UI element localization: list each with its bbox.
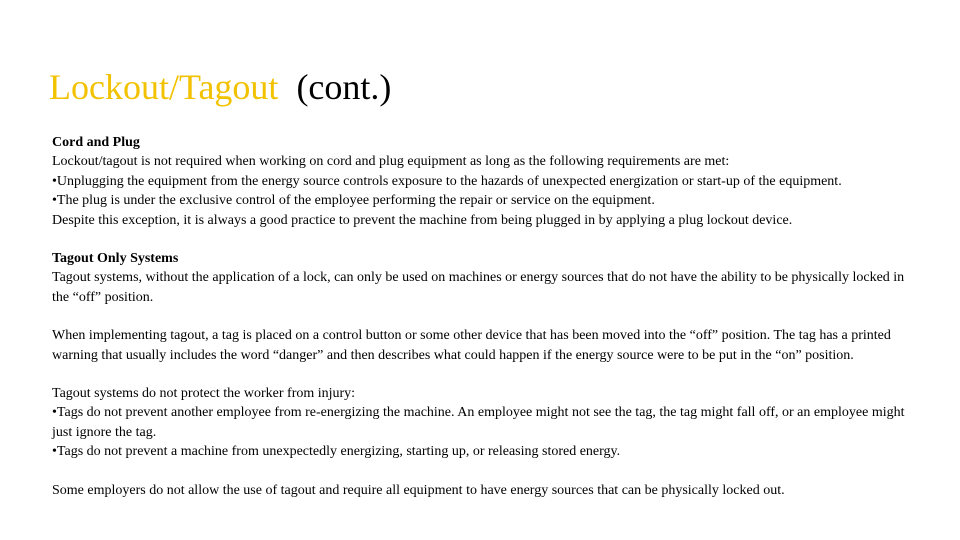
spacer [52,307,912,326]
bullet-item: •The plug is under the exclusive control of the employee performing the repair or service on the equipment. [52,193,655,209]
paragraph: When implementing tagout, a tag is placed on a control button or some other device that has been moved into the “off” position. The tag has a printed warning that usually includes the word “danger” and then describes what could happen if the energy source were to be put in the “on” position. [52,328,891,363]
bullet-item: •Unplugging the equipment from the energy source controls exposure to the hazards of unexpected energization or start-up of the equipment. [52,173,842,189]
slide-title [49,64,391,110]
paragraph: Tagout systems do not protect the worker from injury: [52,386,356,402]
title-accent-text: Lockout/Tagout [49,67,279,107]
section-heading-tagout-only: Tagout Only Systems [52,251,179,267]
paragraph: Tagout systems, without the application of a lock, can only be used on machines or energy sources that do not have the ability to be physically locked in the “off” position. [52,270,905,305]
bullet-item: •Tags do not prevent another employee from re-energizing the machine. An employee might not see the tag, the tag might fall off, or an employee might just ignore the tag. [52,405,905,440]
section-heading-cord-plug: Cord and Plug [52,135,140,150]
spacer [52,230,912,249]
paragraph: Lockout/tagout is not required when working on cord and plug equipment as long as the following requirements are met: [52,154,730,170]
spacer [52,365,912,384]
paragraph: Despite this exception, it is always a good practice to prevent the machine from being plugged in by applying a plug lockout device. [52,212,793,228]
spacer [52,462,912,481]
slide-body [52,133,912,500]
paragraph: Some employers do not allow the use of tagout and require all equipment to have energy sources that can be physically locked out. [52,482,785,498]
bullet-item: •Tags do not prevent a machine from unexpectedly energizing, starting up, or releasing stored energy. [52,444,621,460]
title-suffix-text: (cont.) [296,67,392,107]
